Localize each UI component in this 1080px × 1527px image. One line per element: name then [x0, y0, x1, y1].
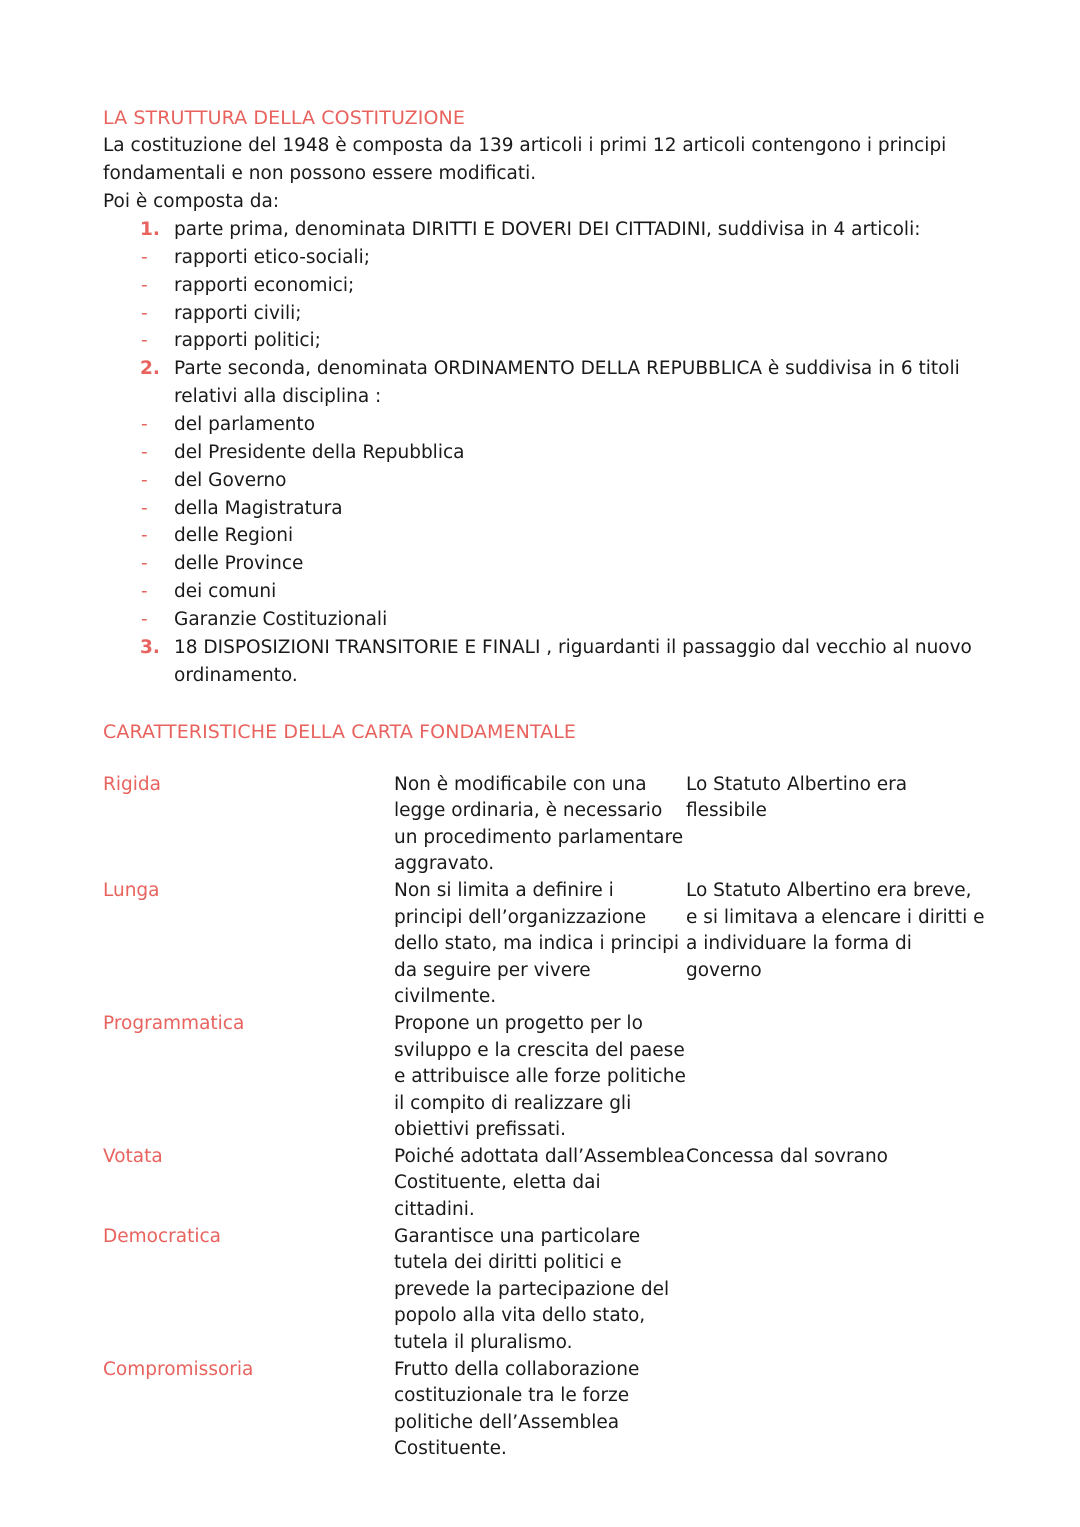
bullet-text: rapporti economici;	[174, 274, 355, 296]
table-row	[103, 1011, 1003, 1144]
lead-line: Poi è composta da:	[103, 191, 280, 212]
bullet-item	[103, 495, 1003, 523]
dash-bullet-icon: -	[141, 441, 148, 463]
dash-bullet-icon: -	[141, 469, 148, 491]
characteristics-table	[103, 772, 1003, 1463]
row-description: Non è modificabile con una legge ordinaria, è necessario un procedimento parlamentare aggravato.	[394, 773, 684, 875]
dash-bullet-icon: -	[141, 247, 148, 268]
dash-bullet-icon: -	[141, 608, 148, 630]
bullet-text: del Governo	[174, 469, 287, 491]
bullet-item	[103, 578, 1003, 606]
row-label: Votata	[103, 1145, 163, 1167]
dash-bullet-icon: -	[141, 302, 148, 324]
bullet-text: Garanzie Costituzionali	[174, 608, 388, 630]
item-text: 18 DISPOSIZIONI TRANSITORIE E FINALI , riguardanti il passaggio dal vecchio al nuovo ordinamento.	[174, 636, 972, 686]
row-label: Programmatica	[103, 1012, 245, 1034]
item-text: parte prima, denominata DIRITTI E DOVERI DEI CITTADINI, suddivisa in 4 articoli:	[174, 219, 921, 240]
section-title-caratteristiche: CARATTERISTICHE DELLA CARTA FONDAMENTALE	[103, 720, 577, 743]
bullet-item	[103, 522, 1003, 550]
bullet-text: rapporti civili;	[174, 302, 302, 324]
row-note: Concessa dal sovrano	[686, 1145, 889, 1167]
row-label: Democratica	[103, 1225, 221, 1247]
bullet-item	[103, 439, 1003, 467]
dash-bullet-icon: -	[141, 330, 148, 352]
bullet-item	[103, 550, 1003, 578]
table-row	[103, 1357, 1003, 1463]
bullet-item	[103, 411, 1003, 439]
bullet-text: dei comuni	[174, 580, 277, 602]
bullet-text: del Presidente della Repubblica	[174, 441, 465, 463]
item-number: 1.	[140, 219, 160, 240]
row-label: Lunga	[103, 879, 160, 901]
numbered-item-3	[103, 634, 1003, 690]
table-row	[103, 772, 1003, 878]
bullet-text: del parlamento	[174, 414, 316, 436]
dash-bullet-icon: -	[141, 497, 148, 519]
row-description: Non si limita a definire i principi dell’organizzazione dello stato, ma indica i principi da seguire per vivere civilmente.	[394, 879, 679, 1008]
row-description: Frutto della collaborazione costituzionale tra le forze politiche dell’Assemblea Costituente.	[394, 1358, 640, 1460]
section-title-struttura: LA STRUTTURA DELLA COSTITUZIONE	[103, 107, 465, 129]
dash-bullet-icon: -	[141, 414, 148, 436]
numbered-item-2	[103, 355, 1003, 411]
bullet-text: rapporti etico-sociali;	[174, 247, 371, 268]
bullet-text: della Magistratura	[174, 497, 343, 519]
numbered-item-1	[103, 216, 1003, 244]
bullet-text: delle Regioni	[174, 525, 294, 547]
row-note: Lo Statuto Albertino era breve, e si limitava a elencare i diritti e a individuare la forma di governo	[686, 879, 985, 981]
bullet-item	[103, 272, 1003, 300]
table-row	[103, 1144, 1003, 1224]
bullet-item	[103, 327, 1003, 355]
document-page	[103, 104, 1003, 1463]
item-number: 2.	[140, 358, 160, 380]
bullet-item	[103, 244, 1003, 272]
row-description: Propone un progetto per lo sviluppo e la crescita del paese e attribuisce alle forze politiche il compito di realizzare gli obiettivi prefissati.	[394, 1012, 686, 1141]
dash-bullet-icon: -	[141, 553, 148, 575]
bullet-item	[103, 300, 1003, 328]
dash-bullet-icon: -	[141, 580, 148, 602]
row-note: Lo Statuto Albertino era flessibile	[686, 773, 908, 822]
intro-paragraph: La costituzione del 1948 è composta da 139 articoli i primi 12 articoli contengono i principi fondamentali e non possono essere modificati.	[103, 135, 947, 184]
bullet-item	[103, 467, 1003, 495]
dash-bullet-icon: -	[141, 274, 148, 296]
dash-bullet-icon: -	[141, 525, 148, 547]
bullet-text: rapporti politici;	[174, 330, 321, 352]
table-row	[103, 1224, 1003, 1357]
row-description: Garantisce una particolare tutela dei diritti politici e prevede la partecipazione del popolo alla vita dello stato, tutela il pluralismo.	[394, 1225, 670, 1354]
item-number: 3.	[140, 636, 160, 658]
table-row	[103, 878, 1003, 1011]
row-label: Rigida	[103, 773, 161, 795]
bullet-text: delle Province	[174, 553, 304, 575]
bullet-item	[103, 606, 1003, 634]
row-label: Compromissoria	[103, 1358, 254, 1380]
row-description: Poiché adottata dall’Assemblea Costituente, eletta dai cittadini.	[394, 1145, 686, 1221]
item-text: Parte seconda, denominata ORDINAMENTO DELLA REPUBBLICA è suddivisa in 6 titoli relativi alla disciplina :	[174, 358, 960, 408]
